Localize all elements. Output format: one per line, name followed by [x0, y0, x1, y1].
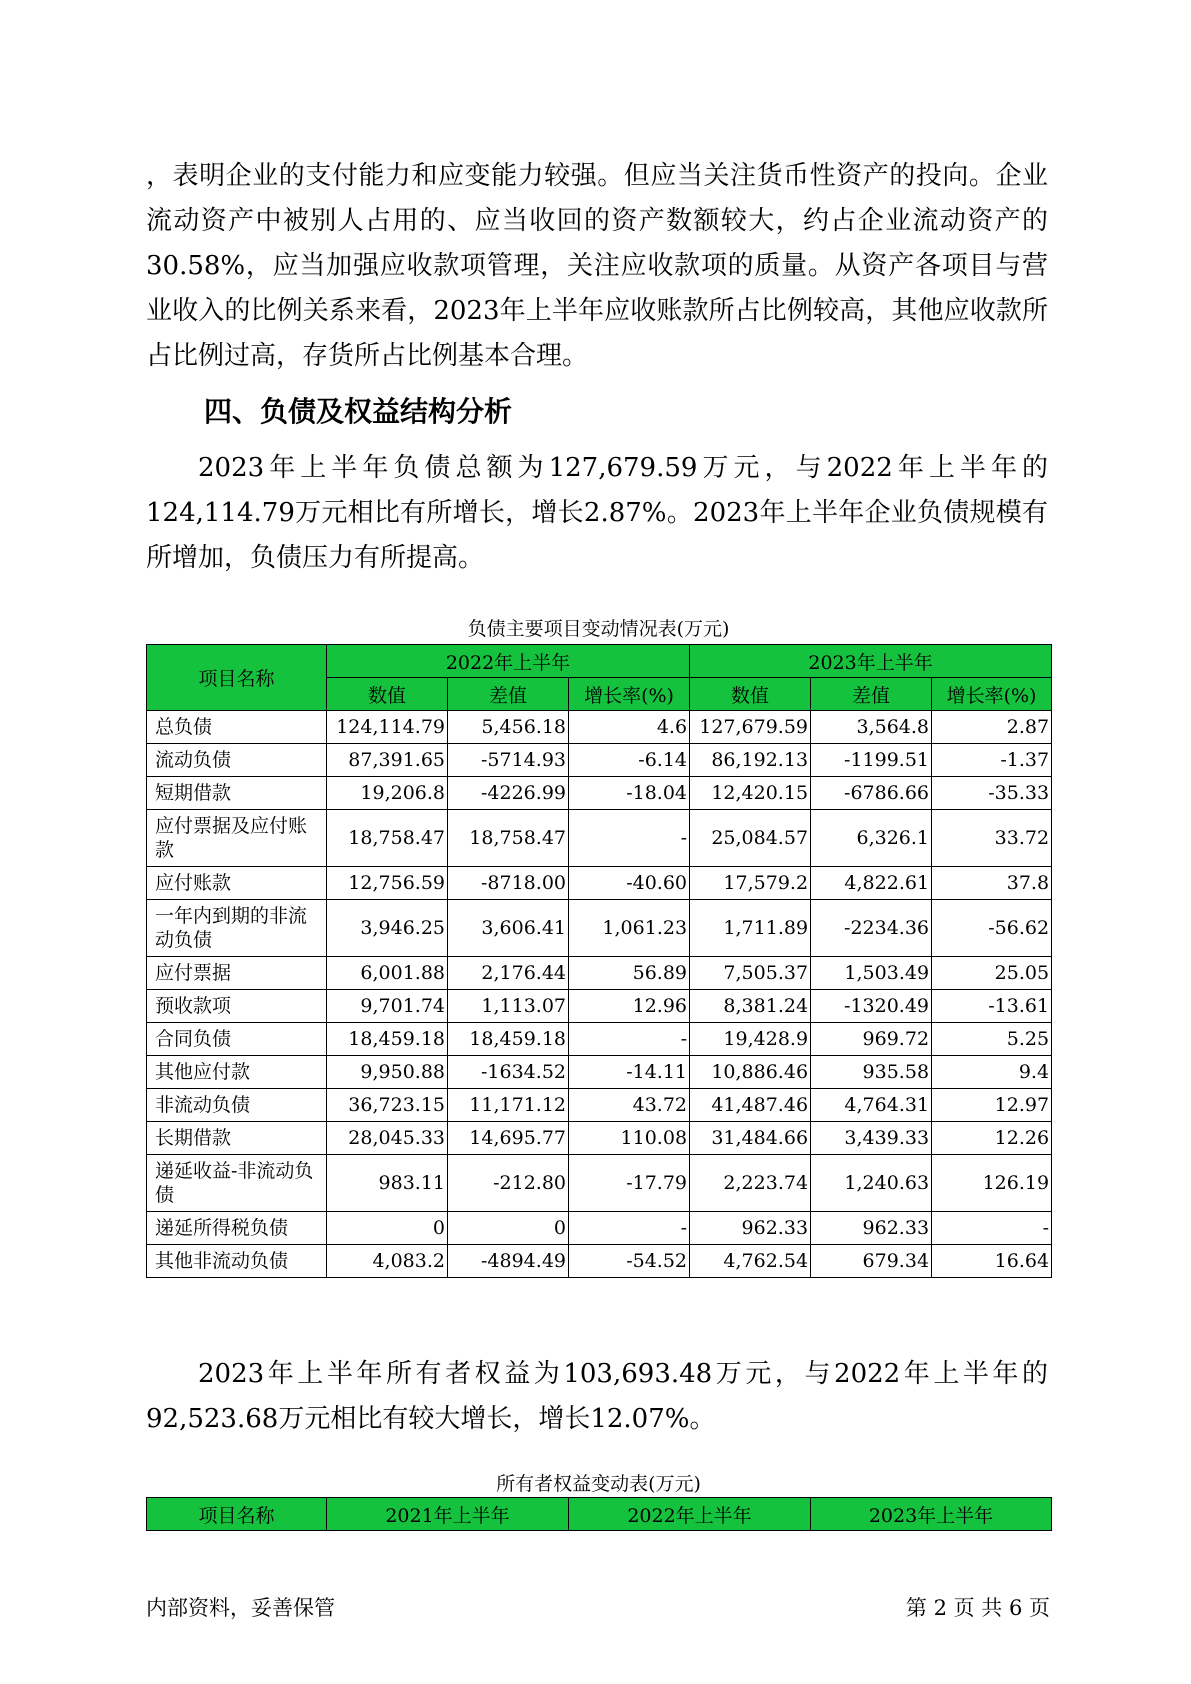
cell-rate-2022: 1,061.23: [569, 900, 690, 957]
row-item-name: 应付账款: [147, 867, 327, 900]
row-item-name: 应付票据及应付账款: [147, 810, 327, 867]
cell-diff-2023: 3,564.8: [811, 711, 932, 744]
paragraph-liability-summary: 2023年上半年负债总额为127,679.59万元，与2022年上半年的124,114.79万元相比有所增长，增长2.87%。2023年上半年企业负债规模有所增加，负债压力有所提高。: [146, 453, 1048, 573]
cell-diff-2023: 1,240.63: [811, 1155, 932, 1212]
section-heading: 四、负债及权益结构分析: [204, 395, 513, 428]
cell-rate-2022: 43.72: [569, 1089, 690, 1122]
table-row: [147, 1155, 1052, 1212]
cell-rate-2022: -6.14: [569, 744, 690, 777]
row-item-name: 非流动负债: [147, 1089, 327, 1122]
cell-diff-2022: -8718.00: [448, 867, 569, 900]
cell-rate-2022: -: [569, 810, 690, 867]
cell-rate-2022: -: [569, 1023, 690, 1056]
cell-diff-2022: -1634.52: [448, 1056, 569, 1089]
cell-diff-2023: -6786.66: [811, 777, 932, 810]
table-row: [147, 1056, 1052, 1089]
equity-table-caption: 所有者权益变动表(万元): [496, 1473, 701, 1495]
row-item-name: 应付票据: [147, 957, 327, 990]
cell-value-2022: 18,459.18: [327, 1023, 448, 1056]
row-item-name: 递延收益-非流动负债: [147, 1155, 327, 1212]
row-item-name: 预收款项: [147, 990, 327, 1023]
table-row: [147, 1212, 1052, 1245]
cell-rate-2023: 126.19: [932, 1155, 1052, 1212]
cell-value-2023: 2,223.74: [690, 1155, 811, 1212]
row-item-name: 短期借款: [147, 777, 327, 810]
cell-diff-2022: 3,606.41: [448, 900, 569, 957]
header-item-name: 项目名称: [147, 645, 327, 711]
paragraph-equity-summary: 2023年上半年所有者权益为103,693.48万元，与2022年上半年的92,523.68万元相比有较大增长，增长12.07%。: [146, 1359, 1048, 1434]
cell-rate-2023: -13.61: [932, 990, 1052, 1023]
cell-value-2023: 1,711.89: [690, 900, 811, 957]
cell-rate-2023: 5.25: [932, 1023, 1052, 1056]
liability-change-table: [146, 644, 1052, 1278]
cell-value-2023: 7,505.37: [690, 957, 811, 990]
cell-diff-2022: 1,113.07: [448, 990, 569, 1023]
row-item-name: 其他应付款: [147, 1056, 327, 1089]
cell-diff-2022: -4226.99: [448, 777, 569, 810]
table-row: [147, 777, 1052, 810]
cell-rate-2022: -40.60: [569, 867, 690, 900]
cell-diff-2023: 962.33: [811, 1212, 932, 1245]
cell-diff-2022: -5714.93: [448, 744, 569, 777]
row-item-name: 递延所得税负债: [147, 1212, 327, 1245]
cell-diff-2022: 5,456.18: [448, 711, 569, 744]
cell-value-2023: 19,428.9: [690, 1023, 811, 1056]
liability-table-caption: 负债主要项目变动情况表(万元): [467, 618, 730, 640]
cell-diff-2022: 11,171.12: [448, 1089, 569, 1122]
cell-rate-2023: -1.37: [932, 744, 1052, 777]
row-item-name: 合同负债: [147, 1023, 327, 1056]
cell-diff-2023: 4,822.61: [811, 867, 932, 900]
cell-diff-2023: -2234.36: [811, 900, 932, 957]
cell-value-2022: 124,114.79: [327, 711, 448, 744]
cell-diff-2023: 4,764.31: [811, 1089, 932, 1122]
cell-value-2023: 962.33: [690, 1212, 811, 1245]
footer-page-number: 第 2 页 共 6 页: [905, 1596, 1050, 1620]
cell-value-2023: 10,886.46: [690, 1056, 811, 1089]
cell-diff-2022: -212.80: [448, 1155, 569, 1212]
equity-change-table: [146, 1497, 1052, 1531]
cell-value-2023: 25,084.57: [690, 810, 811, 867]
cell-value-2023: 12,420.15: [690, 777, 811, 810]
row-item-name: 其他非流动负债: [147, 1245, 327, 1278]
footer-confidential-note: 内部资料，妥善保管: [146, 1596, 335, 1620]
row-item-name: 总负债: [147, 711, 327, 744]
cell-value-2022: 9,701.74: [327, 990, 448, 1023]
cell-rate-2023: 9.4: [932, 1056, 1052, 1089]
row-item-name: 长期借款: [147, 1122, 327, 1155]
equity-header-2021: 2021年上半年: [327, 1498, 569, 1531]
cell-value-2022: 4,083.2: [327, 1245, 448, 1278]
cell-value-2023: 86,192.13: [690, 744, 811, 777]
cell-value-2023: 127,679.59: [690, 711, 811, 744]
cell-diff-2023: 679.34: [811, 1245, 932, 1278]
table-row: [147, 810, 1052, 867]
cell-diff-2022: 18,459.18: [448, 1023, 569, 1056]
cell-value-2022: 983.11: [327, 1155, 448, 1212]
cell-rate-2022: 12.96: [569, 990, 690, 1023]
table-row: [147, 1245, 1052, 1278]
cell-value-2023: 41,487.46: [690, 1089, 811, 1122]
cell-value-2022: 0: [327, 1212, 448, 1245]
header-period-2022: 2022年上半年: [327, 645, 690, 678]
cell-diff-2023: 935.58: [811, 1056, 932, 1089]
cell-rate-2022: 56.89: [569, 957, 690, 990]
cell-diff-2023: -1199.51: [811, 744, 932, 777]
cell-rate-2023: -: [932, 1212, 1052, 1245]
header-rate-2022: 增长率(%): [569, 678, 690, 711]
table-row: [147, 900, 1052, 957]
cell-diff-2023: 3,439.33: [811, 1122, 932, 1155]
table-row: [147, 867, 1052, 900]
table-row: [147, 744, 1052, 777]
equity-header-2023: 2023年上半年: [811, 1498, 1052, 1531]
equity-header-item-name: 项目名称: [147, 1498, 327, 1531]
cell-rate-2022: -54.52: [569, 1245, 690, 1278]
header-diff-2022: 差值: [448, 678, 569, 711]
table-row: [147, 990, 1052, 1023]
table-row: [147, 957, 1052, 990]
header-period-2023: 2023年上半年: [690, 645, 1052, 678]
cell-rate-2022: 110.08: [569, 1122, 690, 1155]
cell-rate-2023: 25.05: [932, 957, 1052, 990]
cell-rate-2023: 33.72: [932, 810, 1052, 867]
row-item-name: 一年内到期的非流动负债: [147, 900, 327, 957]
table-row: [147, 1089, 1052, 1122]
cell-value-2022: 18,758.47: [327, 810, 448, 867]
cell-diff-2023: 1,503.49: [811, 957, 932, 990]
cell-value-2022: 12,756.59: [327, 867, 448, 900]
cell-value-2022: 19,206.8: [327, 777, 448, 810]
cell-rate-2022: 4.6: [569, 711, 690, 744]
cell-diff-2023: 6,326.1: [811, 810, 932, 867]
cell-rate-2023: 12.97: [932, 1089, 1052, 1122]
cell-diff-2022: 0: [448, 1212, 569, 1245]
cell-diff-2022: 2,176.44: [448, 957, 569, 990]
cell-value-2023: 8,381.24: [690, 990, 811, 1023]
cell-rate-2022: -: [569, 1212, 690, 1245]
table-row: [147, 1023, 1052, 1056]
liability-table-body: [147, 711, 1052, 1278]
row-item-name: 流动负债: [147, 744, 327, 777]
cell-value-2022: 6,001.88: [327, 957, 448, 990]
table-row: [147, 1122, 1052, 1155]
cell-rate-2022: -17.79: [569, 1155, 690, 1212]
cell-rate-2023: 2.87: [932, 711, 1052, 744]
cell-rate-2023: -56.62: [932, 900, 1052, 957]
cell-rate-2023: 12.26: [932, 1122, 1052, 1155]
cell-rate-2023: 16.64: [932, 1245, 1052, 1278]
cell-diff-2022: 14,695.77: [448, 1122, 569, 1155]
header-rate-2023: 增长率(%): [932, 678, 1052, 711]
cell-value-2022: 87,391.65: [327, 744, 448, 777]
paragraph-asset-analysis: ，表明企业的支付能力和应变能力较强。但应当关注货币性资产的投向。企业流动资产中被别人占用的、应当收回的资产数额较大，约占企业流动资产的30.58%，应当加强应收款项管理，关注应收款项的质量。从资产各项目与营业收入的比例关系来看，2023年上半年应收账款所占比例较高，其他应收款所占比例过高，存货所占比例基本合理。: [146, 161, 1048, 371]
cell-value-2023: 4,762.54: [690, 1245, 811, 1278]
cell-diff-2023: 969.72: [811, 1023, 932, 1056]
cell-diff-2022: 18,758.47: [448, 810, 569, 867]
header-diff-2023: 差值: [811, 678, 932, 711]
cell-value-2022: 28,045.33: [327, 1122, 448, 1155]
cell-value-2023: 17,579.2: [690, 867, 811, 900]
header-value-2023: 数值: [690, 678, 811, 711]
cell-rate-2022: -14.11: [569, 1056, 690, 1089]
cell-rate-2023: -35.33: [932, 777, 1052, 810]
cell-value-2023: 31,484.66: [690, 1122, 811, 1155]
cell-value-2022: 9,950.88: [327, 1056, 448, 1089]
cell-rate-2022: -18.04: [569, 777, 690, 810]
cell-diff-2023: -1320.49: [811, 990, 932, 1023]
cell-diff-2022: -4894.49: [448, 1245, 569, 1278]
cell-rate-2023: 37.8: [932, 867, 1052, 900]
equity-header-2022: 2022年上半年: [569, 1498, 811, 1531]
header-value-2022: 数值: [327, 678, 448, 711]
cell-value-2022: 36,723.15: [327, 1089, 448, 1122]
cell-value-2022: 3,946.25: [327, 900, 448, 957]
table-row: [147, 711, 1052, 744]
